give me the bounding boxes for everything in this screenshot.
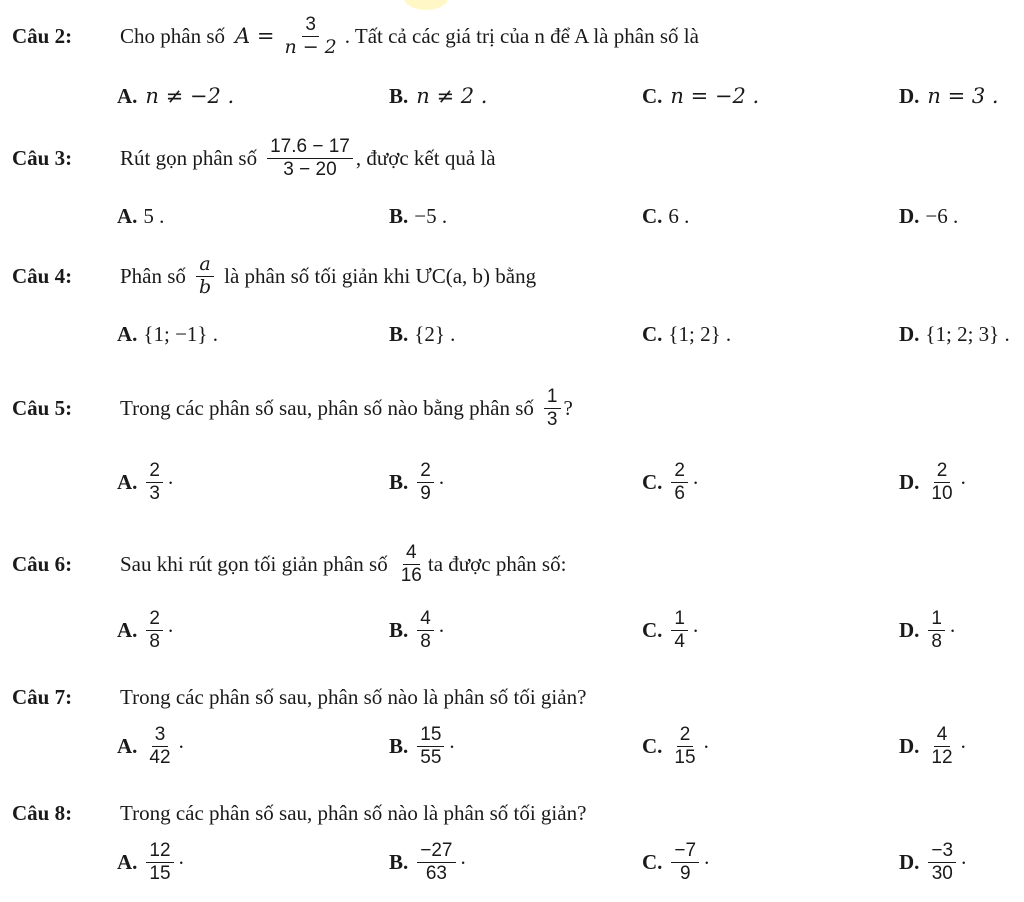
stem-text-before: Sau khi rút gọn tối giản phân số: [120, 551, 388, 576]
option-fraction: [417, 608, 434, 652]
option-letter: B.: [389, 849, 409, 874]
option-letter: C.: [642, 617, 663, 642]
option-d[interactable]: [899, 834, 966, 890]
option-letter: A.: [117, 849, 138, 874]
question-5-options: [0, 454, 1024, 510]
option-b[interactable]: [389, 454, 444, 510]
fraction-denominator: 55: [420, 746, 442, 768]
option-a[interactable]: [117, 454, 173, 510]
option-value: 6 .: [668, 203, 690, 228]
period: .: [168, 612, 174, 637]
option-fraction: [146, 724, 173, 768]
option-d[interactable]: [899, 718, 966, 774]
option-letter: C.: [642, 83, 663, 108]
fraction-numerator: 1: [671, 608, 688, 630]
fraction-denominator: 8: [149, 630, 160, 652]
option-d[interactable]: [899, 188, 958, 244]
option-fraction: [671, 608, 688, 652]
option-letter: C.: [642, 321, 663, 346]
question-8-options: [0, 834, 1024, 890]
option-fraction: [671, 724, 698, 768]
period: .: [460, 844, 466, 869]
question-7-options: [0, 718, 1024, 774]
stem-text-after: là phân số tối giản khi ƯC(a, b) bằng: [224, 263, 537, 288]
option-a[interactable]: [117, 718, 184, 774]
stem-text-before: Rút gọn phân số: [120, 145, 258, 170]
option-letter: D.: [899, 203, 920, 228]
option-letter: C.: [642, 849, 663, 874]
option-d[interactable]: [899, 602, 955, 658]
fraction-denominator: 15: [674, 746, 696, 768]
option-letter: A.: [117, 617, 138, 642]
option-letter: D.: [899, 469, 920, 494]
stem-fraction: [544, 386, 561, 430]
stem-text-before: Cho phân số: [120, 23, 225, 48]
fraction-numerator: 12: [146, 840, 173, 862]
option-a[interactable]: [117, 834, 184, 890]
fraction-denominator: 10: [931, 482, 953, 504]
stem-fraction: [194, 254, 216, 298]
stem-fraction: [279, 14, 341, 58]
question-6-stem: [12, 534, 566, 594]
stem-text-after: ta được phân số:: [427, 551, 567, 576]
fraction-numerator: 2: [934, 460, 951, 482]
option-a[interactable]: [117, 188, 164, 244]
period: .: [960, 464, 966, 489]
option-letter: D.: [899, 849, 920, 874]
period: .: [438, 612, 445, 637]
question-number: Câu 6:: [12, 551, 73, 576]
fraction-numerator: 17.6 − 17: [267, 136, 353, 158]
option-b[interactable]: [389, 306, 455, 362]
option-fraction: [417, 840, 455, 884]
fraction-numerator: 2: [146, 608, 163, 630]
fraction-denominator: 4: [674, 630, 685, 652]
stem-text-after: . Tất cả các giá trị của n để A là phân số là: [344, 23, 699, 48]
option-letter: B.: [389, 321, 409, 346]
question-number: Câu 2:: [12, 23, 73, 48]
option-letter: B.: [389, 733, 409, 758]
option-letter: B.: [389, 83, 409, 108]
option-letter: C.: [642, 733, 663, 758]
fraction-numerator: 2: [677, 724, 694, 746]
option-c[interactable]: [642, 834, 709, 890]
option-fraction: [417, 460, 434, 504]
option-letter: D.: [899, 83, 920, 108]
option-a[interactable]: [117, 602, 173, 658]
fraction-denominator: b: [198, 275, 212, 298]
option-value: n ≠ 2 .: [416, 84, 488, 108]
question-4-stem: [12, 246, 536, 306]
option-fraction: [671, 460, 688, 504]
question-5-stem: [12, 378, 573, 438]
period: .: [960, 728, 966, 753]
stem-fraction: [398, 542, 425, 586]
option-fraction: [417, 724, 444, 768]
option-letter: D.: [899, 321, 920, 346]
period: .: [693, 464, 699, 489]
fraction-numerator: −27: [417, 840, 455, 862]
fraction-numerator: 3: [302, 14, 319, 36]
fraction-denominator: n − 2: [284, 35, 337, 58]
option-c[interactable]: [642, 188, 689, 244]
option-fraction: [928, 840, 956, 884]
fraction-denominator: 63: [425, 862, 447, 884]
option-c[interactable]: [642, 602, 698, 658]
fraction-numerator: 1: [544, 386, 561, 408]
fraction-denominator: 9: [679, 862, 691, 884]
fraction-denominator: 42: [149, 746, 171, 768]
option-letter: A.: [117, 321, 138, 346]
stem-text: Trong các phân số sau, phân số nào là phân số tối giản?: [120, 684, 587, 709]
fraction-numerator: 4: [417, 608, 434, 630]
question-number: Câu 3:: [12, 145, 73, 170]
stem-text-before: Phân số: [120, 263, 186, 288]
option-value: {1; 2} .: [668, 321, 732, 346]
option-b[interactable]: [389, 718, 455, 774]
question-2-stem: [12, 6, 699, 66]
stem-fraction: [267, 136, 353, 180]
question-3-stem: [12, 128, 496, 188]
fraction-numerator: 2: [671, 460, 688, 482]
fraction-numerator: 2: [417, 460, 434, 482]
option-d[interactable]: [899, 306, 1010, 362]
fraction-numerator: 2: [146, 460, 163, 482]
fraction-denominator: 15: [149, 862, 171, 884]
fraction-numerator: −7: [671, 840, 699, 862]
option-letter: C.: [642, 203, 663, 228]
question-4-options: [0, 306, 1024, 362]
fraction-denominator: 30: [931, 862, 953, 884]
option-d[interactable]: [899, 454, 966, 510]
option-fraction: [928, 608, 945, 652]
period: .: [168, 464, 174, 489]
option-letter: A.: [117, 203, 138, 228]
fraction-numerator: 4: [934, 724, 951, 746]
fraction-numerator: −3: [928, 840, 956, 862]
option-b[interactable]: [389, 602, 444, 658]
period: .: [438, 464, 445, 489]
option-value: n ≠ −2 .: [145, 84, 235, 108]
option-fraction: [671, 840, 699, 884]
option-c[interactable]: [642, 718, 709, 774]
option-value: {2} .: [414, 321, 456, 346]
fraction-numerator: 4: [403, 542, 420, 564]
option-a[interactable]: [117, 68, 236, 124]
fraction-denominator: 12: [931, 746, 953, 768]
question-number: Câu 8:: [12, 800, 73, 825]
question-number: Câu 4:: [12, 263, 73, 288]
option-c[interactable]: [642, 454, 698, 510]
period: .: [704, 844, 710, 869]
option-letter: A.: [117, 469, 138, 494]
option-value: −6 .: [925, 203, 959, 228]
option-b[interactable]: [389, 834, 466, 890]
option-value: {1; 2; 3} .: [925, 321, 1010, 346]
option-c[interactable]: [642, 68, 761, 124]
option-letter: B.: [389, 203, 409, 228]
question-6-options: [0, 602, 1024, 658]
period: .: [961, 844, 967, 869]
option-c[interactable]: [642, 306, 731, 362]
period: .: [449, 728, 455, 753]
option-letter: A.: [117, 83, 138, 108]
question-3-options: [0, 188, 1024, 244]
question-2-options: [0, 68, 1024, 124]
stem-text-before: Trong các phân số sau, phân số nào bằng phân số: [120, 395, 534, 420]
option-letter: C.: [642, 469, 663, 494]
option-fraction: [928, 724, 955, 768]
question-number: Câu 5:: [12, 395, 73, 420]
option-b[interactable]: [389, 68, 489, 124]
stem-math-lhs: A =: [235, 24, 275, 48]
option-value: {1; −1} .: [143, 321, 219, 346]
stem-text-after: , được kết quả là: [355, 145, 496, 170]
fraction-denominator: 3 − 20: [283, 158, 337, 180]
period: .: [703, 728, 709, 753]
option-fraction: [928, 460, 955, 504]
option-fraction: [146, 460, 163, 504]
fraction-numerator: a: [196, 254, 213, 276]
fraction-denominator: 6: [674, 482, 685, 504]
fraction-denominator: 8: [420, 630, 431, 652]
fraction-denominator: 16: [400, 564, 422, 586]
option-fraction: [146, 840, 173, 884]
option-a[interactable]: [117, 306, 218, 362]
option-value: n = −2 .: [670, 84, 760, 108]
option-b[interactable]: [389, 188, 447, 244]
fraction-denominator: 8: [931, 630, 942, 652]
question-number: Câu 7:: [12, 684, 73, 709]
fraction-numerator: 3: [152, 724, 169, 746]
option-letter: B.: [389, 617, 409, 642]
period: .: [950, 612, 956, 637]
period: .: [693, 612, 699, 637]
fraction-numerator: 15: [417, 724, 444, 746]
fraction-denominator: 3: [149, 482, 160, 504]
option-letter: D.: [899, 617, 920, 642]
option-fraction: [146, 608, 163, 652]
option-letter: A.: [117, 733, 138, 758]
fraction-denominator: 9: [420, 482, 431, 504]
stem-text-after: ?: [563, 395, 573, 420]
period: .: [178, 844, 184, 869]
option-d[interactable]: [899, 68, 1001, 124]
option-value: n = 3 .: [927, 84, 999, 108]
option-letter: B.: [389, 469, 409, 494]
fraction-numerator: 1: [928, 608, 945, 630]
period: .: [178, 728, 184, 753]
option-letter: D.: [899, 733, 920, 758]
stem-text: Trong các phân số sau, phân số nào là phân số tối giản?: [120, 800, 587, 825]
fraction-denominator: 3: [546, 408, 558, 430]
option-value: 5 .: [143, 203, 165, 228]
option-value: −5 .: [414, 203, 448, 228]
